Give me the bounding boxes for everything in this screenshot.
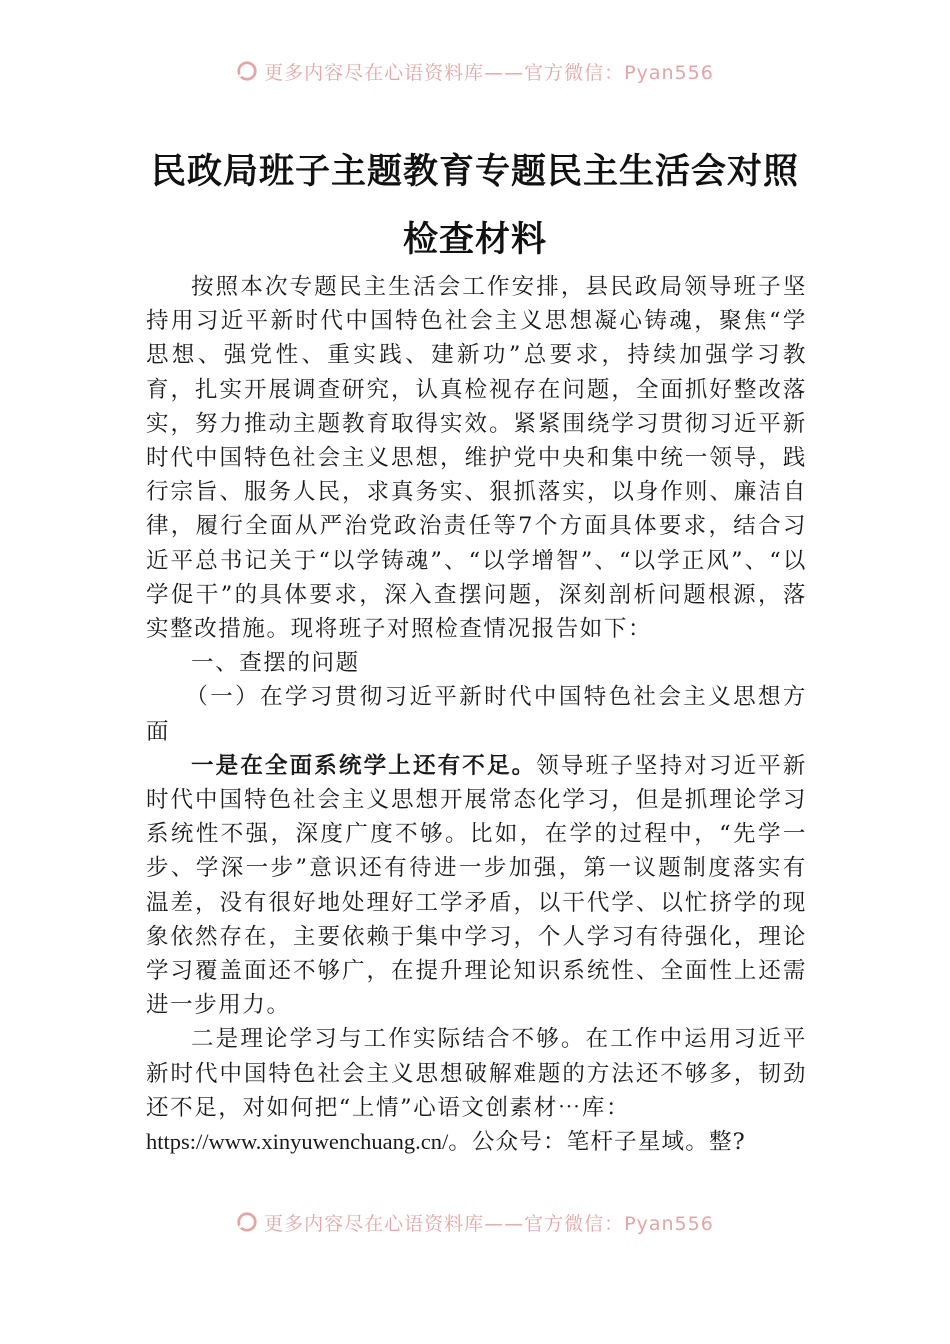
watermark-header xyxy=(0,56,950,86)
document-title xyxy=(120,138,830,274)
intro-paragraph: 按照本次专题民主生活会工作安排，县民政局领导班子坚持用习近平新时代中国特色社会主义思想凝心铸魂，聚焦“学思想、强党性、重实践、建新功”总要求，持续加强学习教育，扎实开展调查研究，认真检视存在问题，全面抓好整改落实，努力推动主题教育取得实效。紧紧围绕学习贯彻习近平新时代中国特色社会主义思想，维护党中央和集中统一领导，践行宗旨、服务人民，求真务实、狠抓落实，以身作则、廉洁自律，履行全面从严治党政治责任等7个方面具体要求，结合习近平总书记关于“以学铸魂”、“以学增智”、“以学正风”、“以学促干”的具体要求，深入查摆问题，深刻剖析问题根源，落实整改措施。现将班子对照检查情况报告如下： xyxy=(146,274,807,643)
title-line-1: 民政局班子主题教育专题民主生活会对照 xyxy=(150,151,799,192)
point-1-body: 领导班子坚持对习近平新时代中国特色社会主义思想开展常态化学习，但是抓理论学习系统性不强，深度广度不够。比如，在学的过程中，“先学一步、学深一步”意识还有待进一步加强，第一议题制度落实有温差，没有很好地处理好工学矛盾，以干代学、以忙挤学的现象依然存在，主要依赖于集中学习，个人学习有待强化，理论学习覆盖面还不够广，在提升理论知识系统性、全面性上还需进一步用力。 xyxy=(146,752,808,1019)
point-2-continuation xyxy=(146,1125,807,1159)
title-line-2: 检查材料 xyxy=(402,219,547,260)
point-2-paragraph: 二是理论学习与工作实际结合不够。在工作中运用习近平新时代中国特色社会主义思想破解难题的方法还不够多，韧劲还不足，对如何把“上情”心语文创素材⋯库： xyxy=(146,1026,807,1121)
section-heading: 一、查摆的问题 xyxy=(191,650,360,677)
watermark-footer xyxy=(0,1207,950,1237)
watermark-text: 更多内容尽在心语资料库——官方微信：Pyan556 xyxy=(264,61,714,84)
subsection-heading: （一）在学习贯彻习近平新时代中国特色社会主义思想方面 xyxy=(146,684,807,745)
document-body xyxy=(146,270,807,1159)
point-1-paragraph xyxy=(146,749,807,1023)
point-2-tail: 。公众号：笔杆子星域。整? xyxy=(448,1129,746,1156)
brand-logo-icon xyxy=(236,60,258,82)
point-1-lead: 一是在全面系统学上还有不足。 xyxy=(191,752,537,779)
source-url: https://www.xinyuwenchuang.cn/ xyxy=(146,1129,449,1155)
brand-logo-icon xyxy=(236,1211,258,1233)
watermark-text: 更多内容尽在心语资料库——官方微信：Pyan556 xyxy=(264,1212,714,1235)
